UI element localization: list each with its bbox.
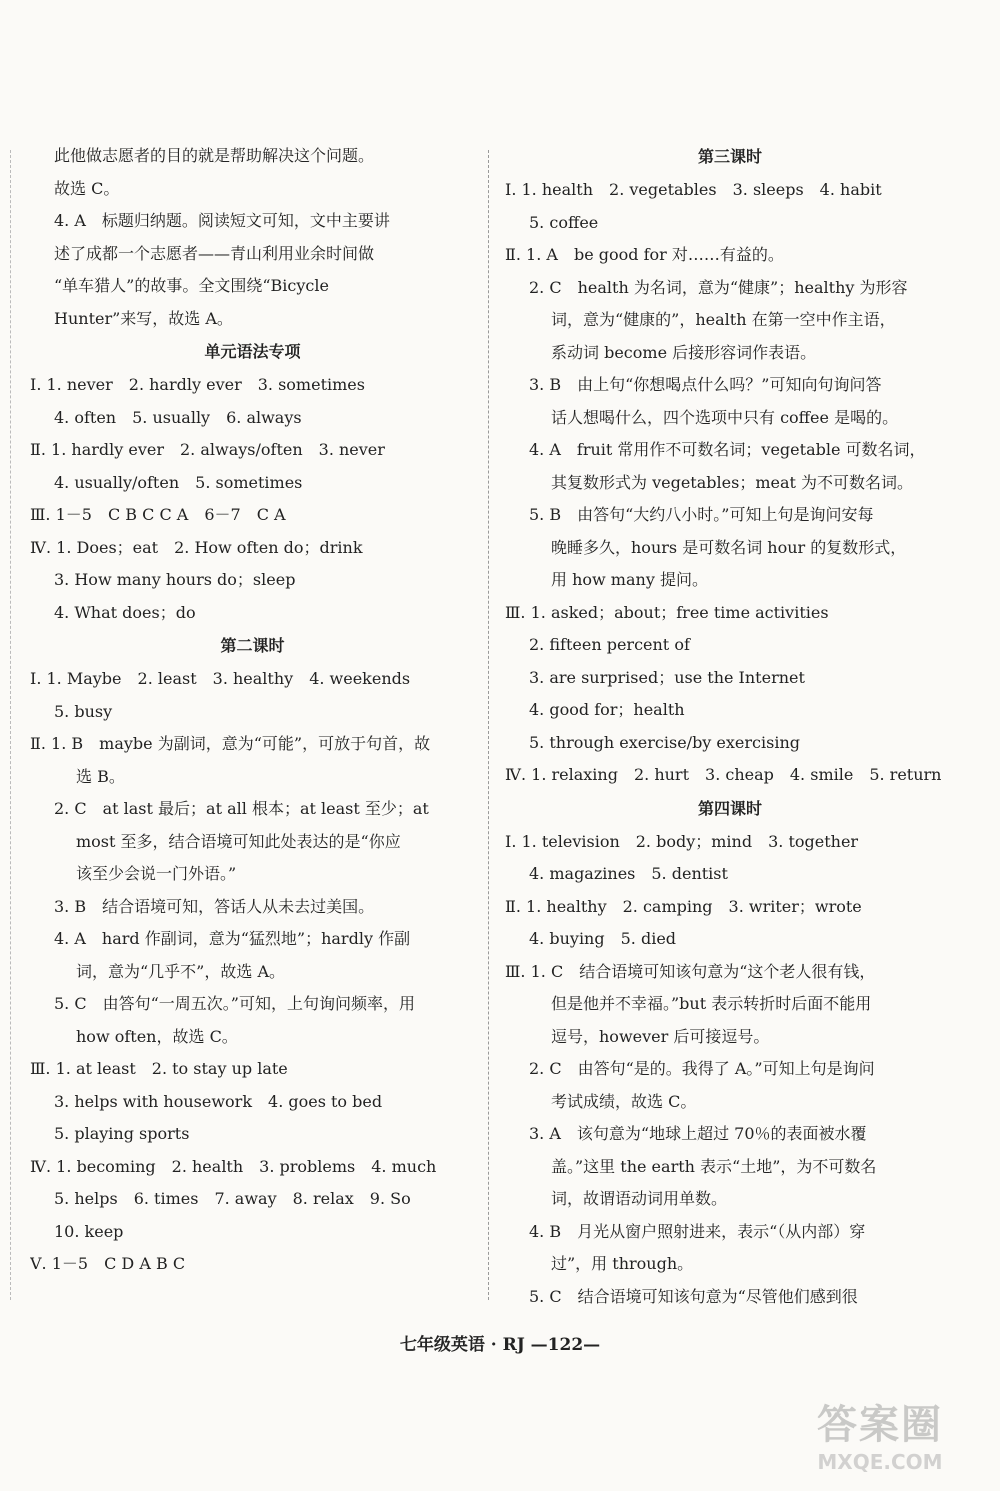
answer-line: 5. coffee [529,212,599,232]
column-divider [488,150,489,1300]
answer-line: 4. B 月光从窗户照射进来，表示“（从内部）穿 [529,1221,866,1241]
answer-line: 系动词 become 后接形容词作表语。 [551,342,817,362]
answer-line: 4. good for；health [529,700,685,719]
answer-line: Ⅲ. 1. C 结合语境可知该句意为“这个老人很有钱， [505,961,876,981]
answer-line: 盖。”这里 the earth 表示“土地”，为不可数名 [551,1156,877,1176]
answer-line: 逗号，however 后可接逗号。 [551,1026,770,1046]
page-footer: 七年级英语 · RJ —122— [399,1335,601,1355]
answer-line: 2. C at last 最后；at all 根本；at least 至少；at [54,799,429,818]
answer-line: “单车猎人”的故事。全文围绕“Bicycle [54,276,329,295]
section-heading: 单元语法专项 [204,342,301,361]
answer-line: Hunter”来写，故选 A。 [54,308,233,328]
answer-line: 4. A hard 作副词，意为“猛烈地”；hardly 作副 [54,929,411,948]
answer-line: Ⅱ. 1. A be good for 对……有益的。 [505,245,784,264]
answer-line: 3. B 结合语境可知，答话人从未去过美国。 [54,896,375,916]
answer-line: 5. helps 6. times 7. away 8. relax 9. So [54,1189,411,1208]
answer-line: Ⅳ. 1. relaxing 2. hurt 3. cheap 4. smile 5. return [505,765,942,784]
answer-line: 3. A 该句意为“地球上超过 70％的表面被水覆 [529,1124,867,1143]
section-heading: 第二课时 [220,636,285,655]
answer-line: 5. B 由答句“大约八小时。”可知上句是询问安每 [529,505,874,524]
answer-line: 词，意为“几乎不”，故选 A。 [76,961,286,981]
answer-line: 但是他并不幸福。”but 表示转折时后面不能用 [551,994,872,1013]
answer-line: Ⅳ. 1. Does；eat 2. How often do；drink [30,537,363,557]
answer-line: 3. are surprised；use the Internet [529,667,805,687]
answer-line: Ⅱ. 1. B maybe 为副词，意为“可能”，可放于句首，故 [30,734,431,753]
margin-line [10,150,11,1300]
answer-line: Ⅲ. 1. at least 2. to stay up late [30,1059,288,1078]
answer-line: Ⅱ. 1. hardly ever 2. always/often 3. never [30,440,385,459]
answer-line: Ⅰ. 1. television 2. body；mind 3. together [505,831,859,851]
answer-line: 词，意为“健康的”，health 在第一空中作主语， [551,310,896,329]
answer-line: 10. keep [54,1221,124,1241]
answer-line: 其复数形式为 vegetables；meat 为不可数名词。 [551,472,914,492]
watermark-text: 答案圈 [817,1401,943,1448]
answer-line: 5. C 结合语境可知该句意为“尽管他们感到很 [529,1286,858,1306]
answer-line: how often，故选 C。 [76,1026,238,1046]
answer-line: Ⅳ. 1. becoming 2. health 3. problems 4. much [30,1156,437,1176]
answer-line: 该至少会说一门外语。” [76,864,237,883]
answer-line: 考试成绩，故选 C。 [551,1091,697,1111]
answer-line: Ⅰ. 1. Maybe 2. least 3. healthy 4. weekends [30,669,411,688]
answer-line: Ⅰ. 1. never 2. hardly ever 3. sometimes [30,375,365,394]
answer-line: 3. helps with housework 4. goes to bed [54,1091,383,1111]
answer-line: 述了成都一个志愿者——青山利用业余时间做 [54,243,375,263]
answer-line: 用 how many 提问。 [551,570,708,589]
answer-line: 4. often 5. usually 6. always [54,407,302,427]
answer-line: 词，故谓语动词用单数。 [551,1189,728,1208]
answer-line: 3. How many hours do；sleep [54,570,296,589]
answer-line: 5. through exercise/by exercising [529,732,800,752]
answer-line: 5. busy [54,701,113,721]
answer-line: 晚睡多久，hours 是可数名词 hour 的复数形式， [551,537,907,557]
answer-line: Ⅴ. 1－5 C D A B C [30,1254,186,1273]
answer-line: Ⅲ. 1－5 C B C C A 6－7 C A [30,505,286,524]
answer-line: 2. fifteen percent of [529,635,690,654]
right-column [505,140,955,1313]
section-heading: 第四课时 [697,798,762,818]
answer-line: 4. usually/often 5. sometimes [54,472,303,492]
answer-line: 3. B 由上句“你想喝点什么吗？”可知向句询问答 [529,375,882,394]
answer-line: 此他做志愿者的目的就是帮助解决这个问题。 [54,146,375,165]
answer-line: 4. magazines 5. dentist [529,864,728,883]
answer-line: 4. What does；do [54,602,196,622]
answer-line: 4. A fruit 常用作不可数名词；vegetable 可数名词， [529,440,926,459]
answer-line: 故选 C。 [54,178,120,198]
answer-line: most 至多，结合语境可知此处表达的是“你应 [76,831,401,851]
answer-line: Ⅲ. 1. asked；about；free time activities [505,602,829,622]
answer-line: Ⅱ. 1. healthy 2. camping 3. writer；wrote [505,896,862,916]
answer-line: 5. C 由答句“一周五次。”可知，上句询问频率，用 [54,994,415,1013]
section-heading: 第三课时 [697,147,762,166]
watermark-logo [780,1393,980,1473]
answer-line: 2. C health 为名词，意为“健康”；healthy 为形容 [529,277,908,297]
answer-line: 过”，用 through。 [551,1254,694,1273]
answer-line: 选 B。 [76,766,125,786]
answer-line: 2. C 由答句“是的。我得了 A。”可知上句是询问 [529,1059,875,1078]
answer-line: 4. buying 5. died [529,929,677,948]
left-column [30,140,475,1281]
watermark-url: MXQE.COM [817,1450,943,1474]
answer-line: 4. A 标题归纳题。阅读短文可知，文中主要讲 [54,211,390,230]
answer-line: Ⅰ. 1. health 2. vegetables 3. sleeps 4. habit [505,180,882,199]
answer-line: 5. playing sports [54,1124,190,1143]
answer-line: 话人想喝什么，四个选项中只有 coffee 是喝的。 [551,407,899,427]
